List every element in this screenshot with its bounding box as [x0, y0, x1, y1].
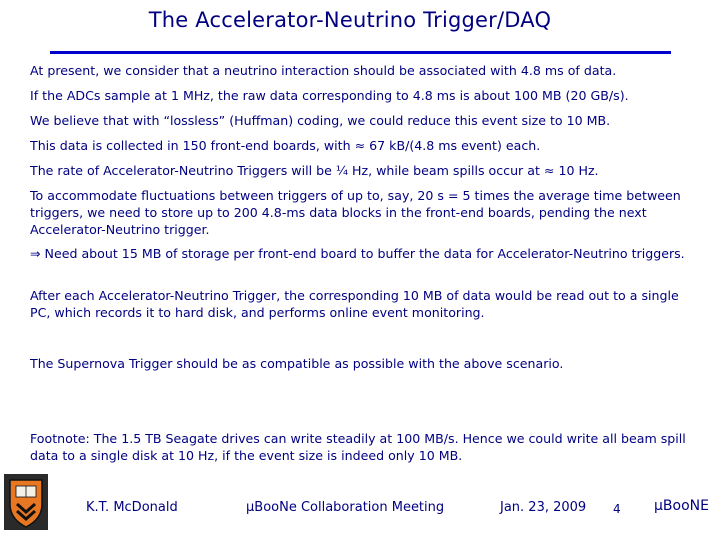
- paragraph: ⇒ Need about 15 MB of storage per front-end board to buffer the data for Accelerator-Neutrino triggers.: [30, 246, 685, 261]
- princeton-shield-icon: [4, 474, 48, 530]
- footnote: Footnote: The 1.5 TB Seagate drives can write steadily at 100 MB/s. Hence we could write all beam spill data to a single disk at 10 Hz, if the event size is indeed only 10 MB.: [30, 431, 686, 463]
- page-number: 4: [613, 502, 621, 516]
- footer-author: K.T. McDonald: [86, 500, 178, 515]
- paragraph: We believe that with “lossless” (Huffman) coding, we could reduce this event size to 10 MB.: [30, 113, 611, 128]
- paragraph: This data is collected in 150 front-end boards, with ≈ 67 kB/(4.8 ms event) each.: [30, 138, 541, 153]
- page-title: The Accelerator-Neutrino Trigger/DAQ: [148, 8, 552, 32]
- footer-date: Jan. 23, 2009: [500, 500, 587, 515]
- paragraph: After each Accelerator-Neutrino Trigger, the corresponding 10 MB of data would be read out to a single PC, which records it to hard disk, and performs online event monitoring.: [30, 288, 679, 320]
- paragraph: At present, we consider that a neutrino interaction should be associated with 4.8 ms of data.: [30, 63, 617, 78]
- paragraph: The Supernova Trigger should be as compatible as possible with the above scenario.: [30, 356, 564, 371]
- title-divider: [50, 51, 671, 54]
- paragraph: If the ADCs sample at 1 MHz, the raw data corresponding to 4.8 ms is about 100 MB (20 GB/s).: [30, 88, 629, 103]
- paragraph: The rate of Accelerator-Neutrino Triggers will be ¼ Hz, while beam spills occur at ≈ 10 Hz.: [30, 163, 599, 178]
- footer-meeting: µBooNe Collaboration Meeting: [246, 500, 445, 515]
- paragraph: To accommodate fluctuations between triggers of up to, say, 20 s = 5 times the average time between triggers, we need to store up to 200 4.8-ms data blocks in the front-end boards, pending the next Accelerator-Neutrino trigger.: [30, 188, 681, 237]
- footer-logo-text: µBooNE: [654, 498, 709, 514]
